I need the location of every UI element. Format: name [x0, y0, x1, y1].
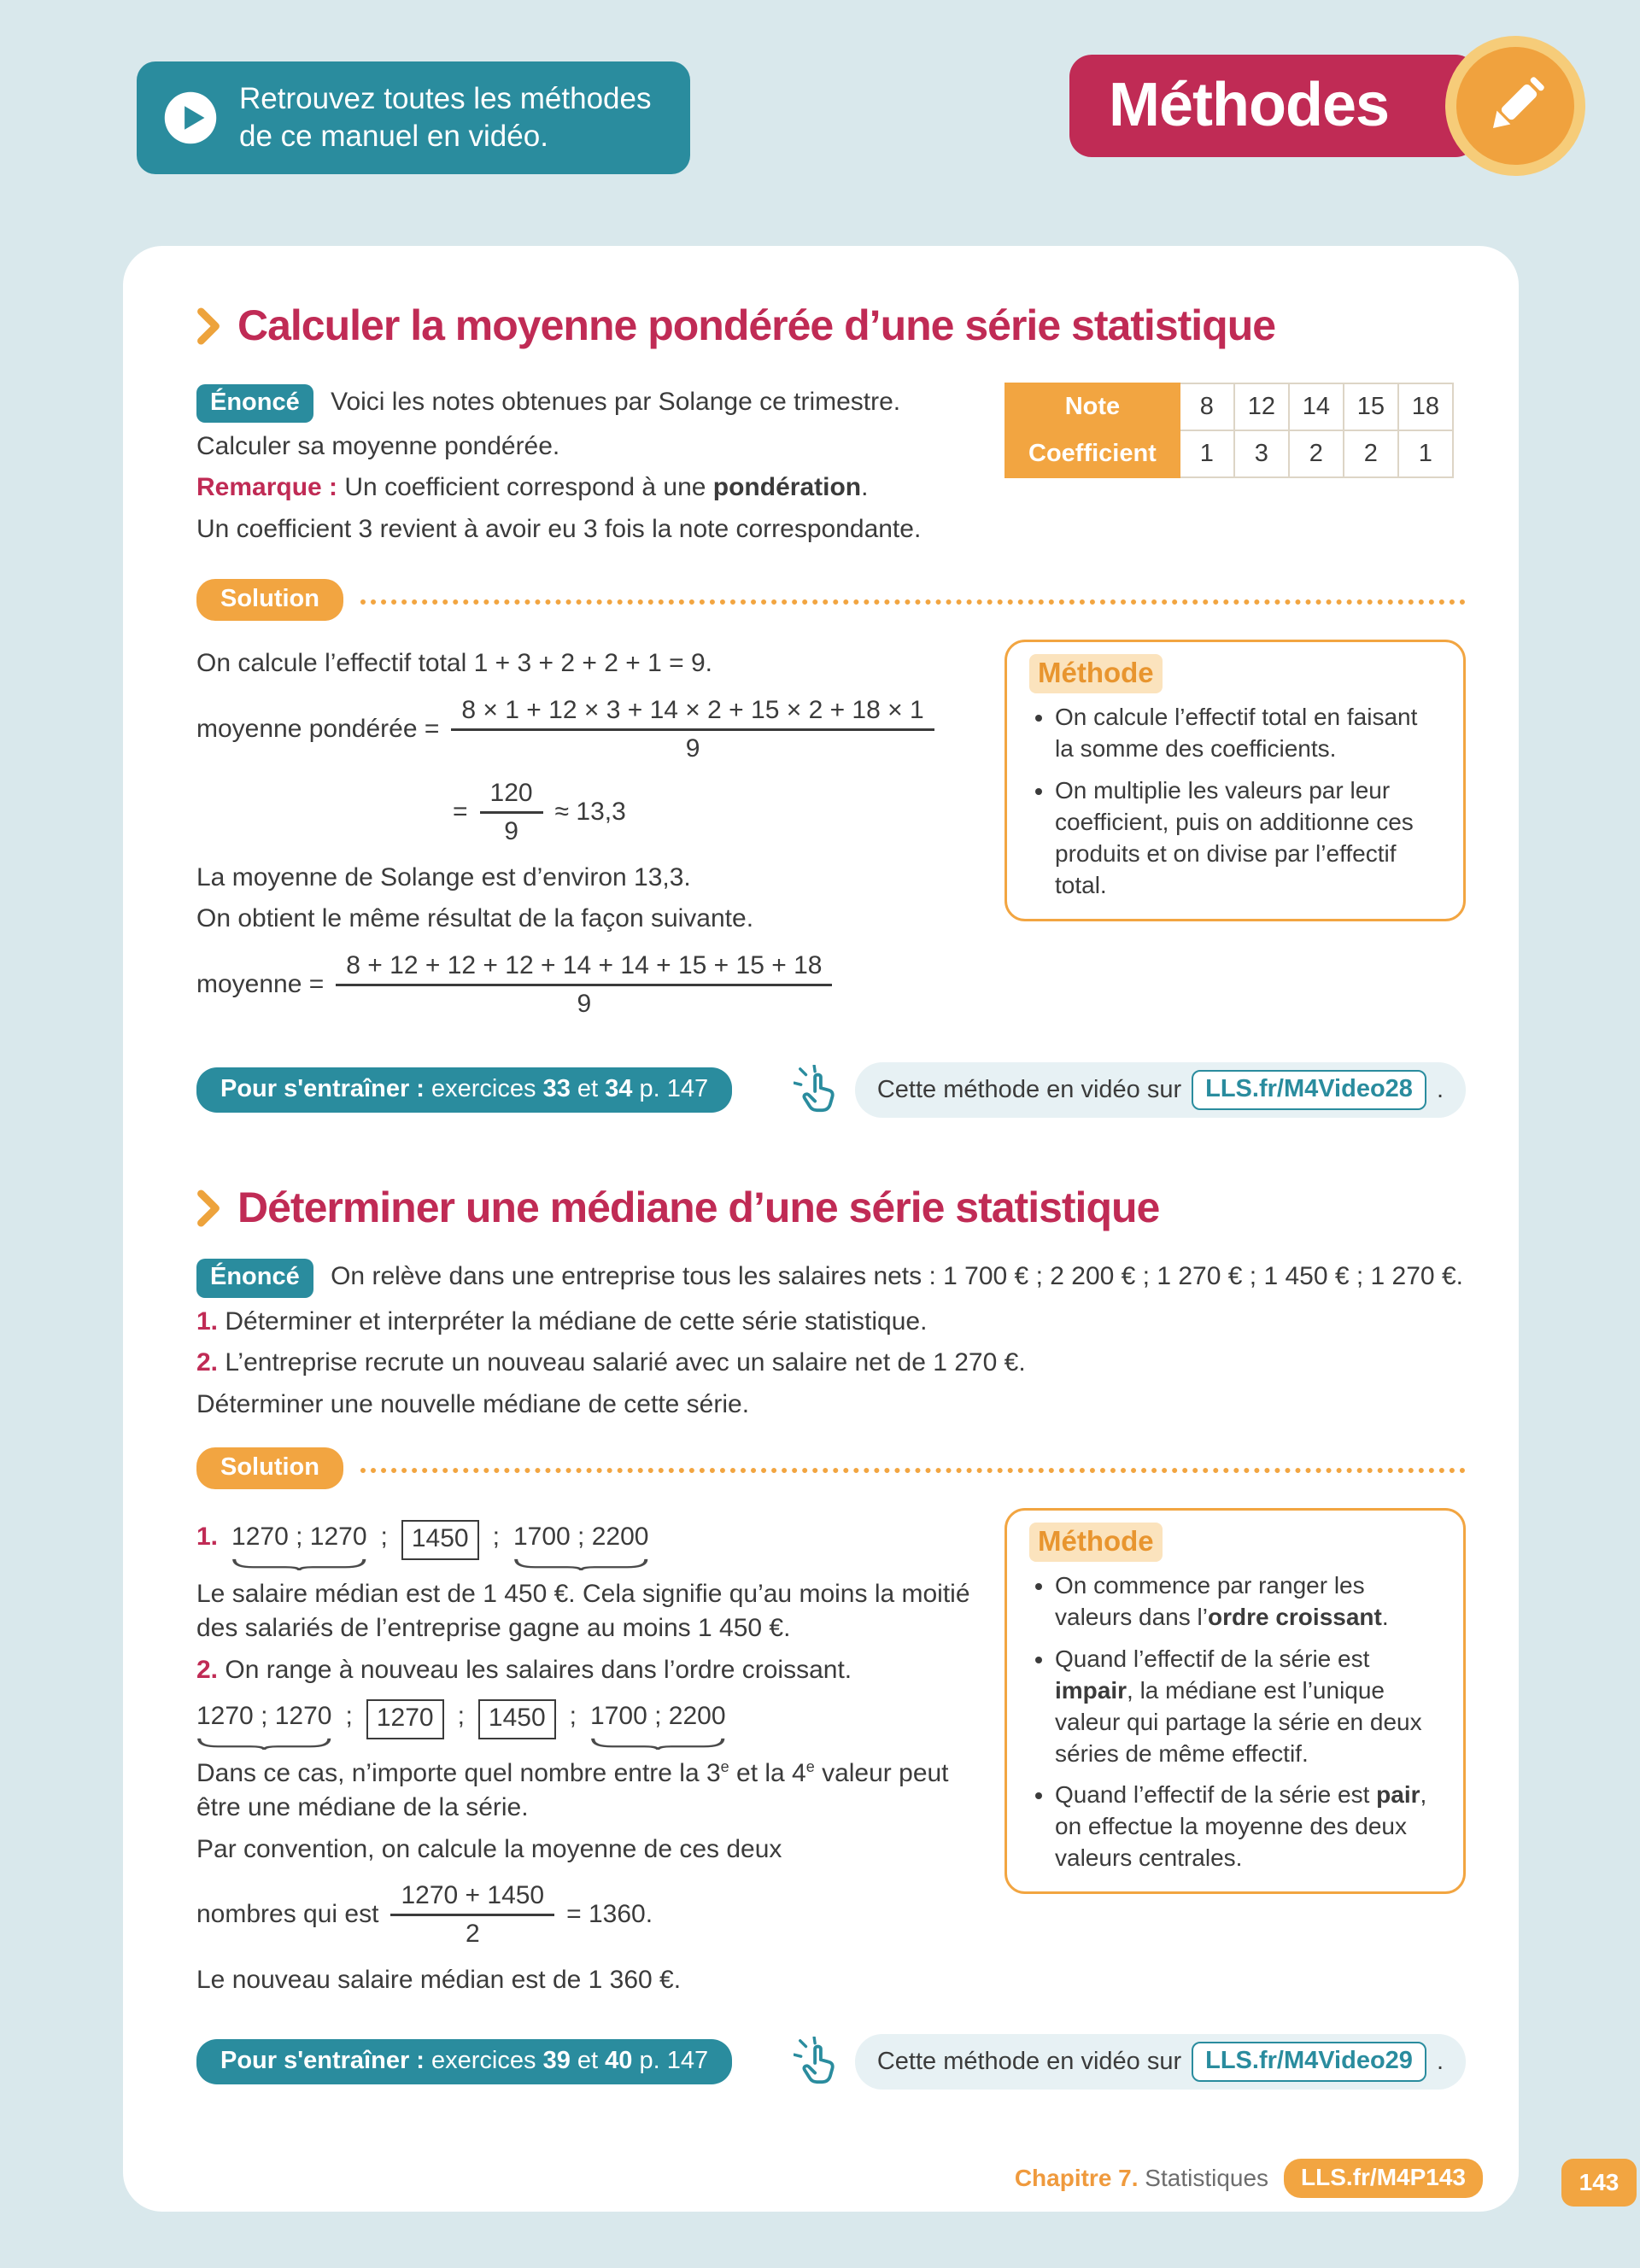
underbrace-icon — [231, 1558, 366, 1570]
series-separator: ; — [569, 1702, 577, 1731]
section1-train-row — [196, 1062, 1466, 1118]
table-row-coefficient — [1005, 430, 1453, 477]
section2-numerator: 1270 + 1450 — [390, 1880, 554, 1916]
section1-title — [196, 297, 1466, 355]
page-footer — [1015, 2159, 1483, 2198]
section1-title-text: Calculer la moyenne pondérée d’une série statistique — [237, 301, 1276, 349]
series-separator: ; — [345, 1702, 353, 1731]
method-bullet: • Quand l’effectif de la série est impair, la médiane est l’unique valeur qui partage la série en deux séries de même effectif. — [1055, 1644, 1441, 1770]
table-row-note — [1005, 383, 1453, 430]
ordinal-sup: e — [720, 1757, 729, 1775]
train-exercise-33: 33 — [542, 1074, 571, 1102]
page-banner — [1069, 55, 1478, 157]
train-suffix: p. 147 — [639, 2046, 709, 2074]
sol1-formula2 — [453, 778, 975, 847]
video-callout-banner — [137, 61, 690, 174]
page-ref-link[interactable]: LLS.fr/M4P143 — [1284, 2159, 1483, 2198]
section1-method-col — [1004, 640, 1466, 921]
section2-para1: Le salaire médian est de 1 450 €. Cela signifie qu’au moins la moitié des salariés de l’entreprise gagne au moins 1 450 €. — [196, 1579, 970, 1643]
enonce-badge: Énoncé — [196, 1259, 313, 1297]
formula3-numerator: 8 + 12 + 12 + 12 + 14 + 14 + 15 + 15 + 18 — [336, 950, 832, 986]
formula3-lhs: moyenne = — [196, 970, 325, 999]
dotted-divider — [360, 1468, 1466, 1473]
sol1-line1: On calcule l’effectif total 1 + 3 + 2 + 2 + 1 = 9. — [196, 649, 712, 678]
formula1-denominator: 9 — [685, 734, 700, 763]
notes-table — [1004, 383, 1454, 478]
remark-post: . — [861, 473, 869, 502]
table-cell: 2 — [1289, 430, 1344, 477]
page-banner-title: Méthodes — [1109, 71, 1390, 140]
underbrace-icon — [196, 1737, 331, 1750]
sol1-line3: On obtient le même résultat de la façon suivante. — [196, 904, 754, 933]
train-exercise-39: 39 — [542, 2046, 571, 2074]
table-header-note: Note — [1005, 383, 1180, 430]
section2-para2 — [196, 1757, 975, 1826]
series-1-group-2 — [513, 1520, 648, 1570]
section2-video-line — [794, 2034, 1466, 2090]
table-cell: 3 — [1234, 430, 1289, 477]
dotted-divider — [360, 599, 1466, 605]
solution-badge: Solution — [196, 579, 343, 621]
method-bullet: • Quand l’effectif de la série est pair, on effectue la moyenne des deux valeurs centrales. — [1055, 1780, 1441, 1874]
section2-para3: Par convention, on calcule la moyenne de ces deux — [196, 1834, 782, 1863]
series-2-group-2-values: 1700 ; 2200 — [590, 1702, 726, 1731]
video-callout-text — [239, 80, 651, 155]
train-label: Pour s'entraîner : — [220, 1074, 425, 1102]
table-cell: 8 — [1180, 383, 1234, 430]
formula2-eq: = — [453, 798, 468, 827]
train-suffix: p. 147 — [639, 1074, 709, 1102]
section2-train-row — [196, 2034, 1466, 2090]
para2-pre: Dans ce cas, n’importe quel nombre entre la 3 — [196, 1758, 721, 1787]
sol1-formula3 — [196, 950, 975, 1020]
section1-solution-col — [196, 640, 975, 1033]
question-number-2: 2. — [196, 1348, 219, 1377]
video-pill-1 — [855, 1062, 1466, 1118]
table-cell: 15 — [1344, 383, 1398, 430]
video-text-2: Cette méthode en vidéo sur — [876, 2047, 1182, 2075]
remark-label: Remarque : — [196, 473, 338, 502]
section2-denominator: 2 — [465, 1920, 480, 1949]
section2-enonce-line — [196, 1259, 1466, 1297]
table-cell: 18 — [1398, 383, 1453, 430]
section2-solution-row — [196, 1508, 1466, 2005]
enonce-badge: Énoncé — [196, 384, 313, 423]
section2-q1 — [196, 1305, 1466, 1340]
series-separator: ; — [457, 1702, 465, 1731]
table-cell: 14 — [1289, 383, 1344, 430]
section2-title-text: Déterminer une médiane d’une série statistique — [237, 1183, 1160, 1231]
series-2-group-1 — [196, 1699, 331, 1750]
pencil-badge — [1445, 36, 1585, 176]
train-badge-1[interactable] — [196, 1067, 732, 1113]
table-cell: 1 — [1398, 430, 1453, 477]
chevron-icon — [196, 1190, 220, 1227]
section2-formula-rhs: = 1360. — [566, 1900, 653, 1929]
train-exercise-40: 40 — [605, 2046, 633, 2074]
method-bullet: • On commence par ranger les valeurs dans l’ordre croissant. — [1055, 1570, 1441, 1634]
page-number-tab: 143 — [1561, 2159, 1637, 2207]
series-1-group-2-values: 1700 ; 2200 — [512, 1523, 649, 1552]
solution-step-2: 2. — [196, 1655, 219, 1684]
question-1-text: Déterminer et interpréter la médiane de cette série statistique. — [225, 1306, 928, 1336]
section1-table-col — [1004, 377, 1466, 478]
method-box-1-title: Méthode — [1029, 654, 1163, 693]
method-box-1-list — [1029, 702, 1441, 902]
section1-enonce-col — [196, 377, 975, 554]
section2-fraction — [390, 1880, 554, 1949]
formula3-denominator: 9 — [577, 989, 592, 1018]
ordinal-sup: e — [805, 1757, 815, 1775]
chapter-label — [1015, 2162, 1268, 2195]
question-number-1: 1. — [196, 1306, 219, 1336]
section1-video-line — [794, 1062, 1466, 1118]
train-pre: exercices — [431, 2046, 536, 2074]
section2-solution-col — [196, 1508, 975, 2005]
series-separator: ; — [380, 1523, 388, 1552]
train-label: Pour s'entraîner : — [220, 2046, 425, 2074]
section2-para4: Le nouveau salaire médian est de 1 360 €. — [196, 1966, 682, 1995]
series-1-group-1-values: 1270 ; 1270 — [231, 1523, 367, 1552]
series-1-group-1 — [231, 1520, 366, 1570]
section1-remark-line2: Un coefficient 3 revient à avoir eu 3 fois la note correspondante. — [196, 514, 922, 543]
table-cell: 2 — [1344, 430, 1398, 477]
section1-solution-row — [196, 640, 1466, 1033]
section2-q2 — [196, 1346, 1466, 1381]
series-2-group-1-values: 1270 ; 1270 — [196, 1702, 332, 1731]
formula2-numerator: 120 — [480, 778, 543, 814]
section1-remark-line1 — [196, 471, 975, 506]
section1-enonce-row — [196, 377, 1466, 554]
solution-step-1: 1. — [196, 1523, 219, 1552]
section1-enonce-text: Voici les notes obtenues par Solange ce trimestre. — [331, 387, 901, 416]
section2-method-col — [1004, 1508, 1466, 1894]
formula3-fraction — [336, 950, 832, 1020]
method-bullet: • On calcule l’effectif total en faisant la somme des coefficients. — [1055, 702, 1441, 765]
content-panel — [123, 246, 1519, 2212]
formula2-fraction — [480, 778, 543, 847]
section2-step2 — [196, 1653, 975, 1688]
video-post-2: . — [1436, 2047, 1444, 2075]
video-link-2[interactable]: LLS.fr/M4Video29 — [1192, 2042, 1426, 2082]
chapter-name: Statistiques — [1145, 2165, 1269, 2192]
formula1-fraction — [451, 695, 934, 764]
question-2-text: L’entreprise recrute un nouveau salarié avec un salaire net de 1 270 €. — [225, 1348, 1026, 1377]
remark-pre: Un coefficient correspond à une — [344, 473, 713, 502]
video-text-1: Cette méthode en vidéo sur — [876, 1075, 1182, 1103]
para2-post: valeur peut être une médiane de la série. — [196, 1758, 949, 1822]
formula1-numerator: 8 × 1 + 12 × 3 + 14 × 2 + 15 × 2 + 18 × 1 — [451, 695, 934, 731]
underbrace-icon — [590, 1737, 725, 1750]
chevron-icon — [196, 307, 220, 345]
video-post-1: . — [1436, 1075, 1444, 1103]
para2-mid: et la 4 — [729, 1758, 806, 1787]
hand-click-icon — [794, 2037, 843, 2086]
solution-badge: Solution — [196, 1447, 343, 1489]
train-pre: exercices — [431, 1074, 536, 1102]
section2-enonce-text: On relève dans une entreprise tous les salaires nets : 1 700 € ; 2 200 € ; 1 270 € ; 1 450 € ; 1 270 €. — [331, 1262, 1463, 1291]
series-2 — [196, 1699, 975, 1750]
chapter-number: Chapitre 7. — [1014, 2165, 1139, 2192]
remark-bold: pondération — [712, 473, 862, 502]
series-1 — [196, 1520, 975, 1570]
hand-click-icon — [794, 1065, 843, 1114]
formula2-denominator: 9 — [504, 816, 518, 845]
pencil-icon — [1474, 65, 1556, 147]
method-box-1 — [1004, 640, 1466, 921]
train-sep: et — [577, 1074, 599, 1102]
train-exercise-34: 34 — [605, 1074, 633, 1102]
section1-solution-bar — [196, 579, 1466, 621]
section2-formula-lhs: nombres qui est — [196, 1900, 379, 1929]
video-callout-line1: Retrouvez toutes les méthodes — [239, 82, 652, 116]
formula1-lhs: moyenne pondérée = — [196, 715, 440, 744]
section2-q2b: Déterminer une nouvelle médiane de cette série. — [196, 1389, 750, 1418]
section2-title — [196, 1179, 1466, 1237]
table-cell: 12 — [1234, 383, 1289, 430]
method-box-2 — [1004, 1508, 1466, 1894]
underbrace-icon — [513, 1558, 648, 1570]
section2-formula — [196, 1880, 975, 1949]
video-pill-2 — [855, 2034, 1466, 2090]
video-link-1[interactable]: LLS.fr/M4Video28 — [1192, 1070, 1426, 1110]
formula2-approx: ≈ 13,3 — [554, 798, 626, 827]
section1-enonce-line1 — [196, 384, 975, 423]
section2-solution-bar — [196, 1447, 1466, 1489]
video-callout-line2: de ce manuel en vidéo. — [239, 120, 548, 153]
method-box-2-list — [1029, 1570, 1441, 1875]
train-sep: et — [577, 2046, 599, 2074]
series-separator: ; — [492, 1523, 500, 1552]
method-box-2-title: Méthode — [1029, 1523, 1163, 1562]
table-header-coefficient: Coefficient — [1005, 430, 1180, 477]
sol1-formula1 — [196, 695, 975, 764]
series-2-boxed-1450: 1450 — [478, 1699, 556, 1739]
train-badge-2[interactable] — [196, 2039, 732, 2084]
table-cell: 1 — [1180, 430, 1234, 477]
series-1-boxed-median: 1450 — [401, 1520, 479, 1560]
sol1-line2: La moyenne de Solange est d’environ 13,3. — [196, 862, 691, 891]
solution-step-2-text: On range à nouveau les salaires dans l’ordre croissant. — [225, 1655, 852, 1684]
series-2-group-2 — [590, 1699, 725, 1750]
section1-enonce-line2: Calculer sa moyenne pondérée. — [196, 431, 560, 460]
series-2-boxed-1270: 1270 — [366, 1699, 444, 1739]
method-bullet: • On multiplie les valeurs par leur coefficient, puis on additionne ces produits et on divise par l’effectif total. — [1055, 775, 1441, 902]
play-icon — [162, 90, 219, 146]
